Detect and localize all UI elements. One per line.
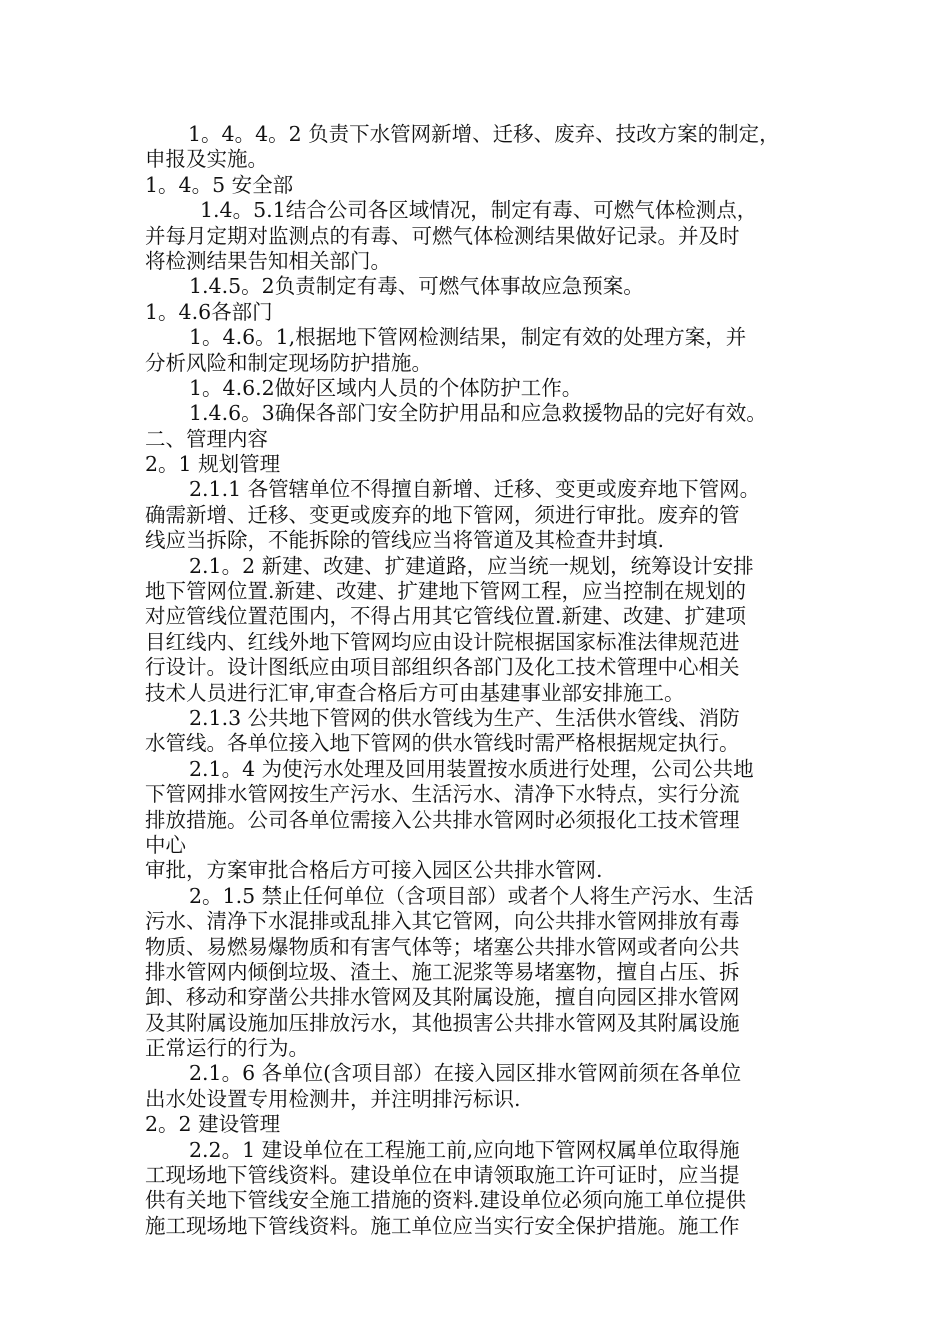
paragraph-line: 供有关地下管线安全施工措施的资料.建设单位必须向施工单位提供: [145, 1188, 747, 1213]
paragraph-line: 将检测结果告知相关部门。: [145, 248, 391, 273]
paragraph-line: 目红线内、红线外地下管网均应由设计院根据国家标准法律规范进: [145, 629, 740, 654]
paragraph-line: 2.1.3 公共地下管网的供水管线为生产、生活供水管线、消防: [189, 705, 740, 730]
paragraph-line: 正常运行的行为。: [145, 1036, 309, 1061]
paragraph-line: 1.4.6。3确保各部门安全防护用品和应急救援物品的完好有效。: [189, 401, 767, 426]
paragraph-line: 排放措施。公司各单位需接入公共排水管网时必须报化工技术管理: [145, 807, 740, 832]
paragraph-line: 1.4.5。2负责制定有毒、可燃气体事故应急预案。: [189, 274, 644, 299]
paragraph-line: 审批，方案审批合格后方可接入园区公共排水管网.: [145, 858, 603, 883]
paragraph-line: 物质、易燃易爆物质和有害气体等；堵塞公共排水管网或者向公共: [145, 934, 740, 959]
paragraph-line: 2.1。2 新建、改建、扩建道路，应当统一规划，统筹设计安排: [189, 553, 754, 578]
document-page: [145, 122, 815, 1239]
paragraph-line: 技术人员进行汇审,审查合格后方可由基建事业部安排施工。: [145, 680, 685, 705]
paragraph-line: 及其附属设施加压排放污水，其他损害公共排水管网及其附属设施: [145, 1010, 740, 1035]
section-heading: 1。4.6各部门: [145, 299, 273, 324]
paragraph-line: 卸、移动和穿凿公共排水管网及其附属设施，擅自向园区排水管网: [145, 985, 740, 1010]
paragraph-line: 2.2。1 建设单位在工程施工前,应向地下管网权属单位取得施: [189, 1137, 740, 1162]
paragraph-line: 线应当拆除，不能拆除的管线应当将管道及其检查井封填.: [145, 528, 665, 553]
section-heading: 2。1 规划管理: [145, 452, 281, 477]
paragraph-line: 水管线。各单位接入地下管网的供水管线时需严格根据规定执行。: [145, 731, 740, 756]
paragraph-line: 施工现场地下管线资料。施工单位应当实行安全保护措施。施工作: [145, 1213, 740, 1238]
section-heading: 2。2 建设管理: [145, 1112, 281, 1137]
paragraph-line: 污水、清净下水混排或乱排入其它管网，向公共排水管网排放有毒: [145, 909, 740, 934]
section-heading: 二、管理内容: [145, 426, 268, 451]
paragraph-line: 申报及实施。: [145, 147, 268, 172]
paragraph-line: 行设计。设计图纸应由项目部组织各部门及化工技术管理中心相关: [145, 655, 740, 680]
paragraph-line: 1.4。5.1结合公司各区域情况，制定有毒、可燃气体检测点，: [200, 198, 758, 223]
paragraph-line: 1。4.6。1,根据地下管网检测结果，制定有效的处理方案，并: [189, 325, 747, 350]
paragraph-line: 分析风险和制定现场防护措施。: [145, 350, 432, 375]
paragraph-line: 下管网排水管网按生产污水、生活污水、清净下水特点，实行分流: [145, 782, 740, 807]
paragraph-line: 1。4。4。2 负责下水管网新增、迁移、废弃、技改方案的制定，: [188, 122, 780, 146]
paragraph-line: 地下管网位置.新建、改建、扩建地下管网工程，应当控制在规划的: [145, 579, 747, 604]
paragraph-line: 2.1。6 各单位(含项目部）在接入园区排水管网前须在各单位: [189, 1061, 742, 1086]
paragraph-line: 工现场地下管线资料。建设单位在申请领取施工许可证时，应当提: [145, 1163, 740, 1188]
paragraph-line: 2。1.5 禁止任何单位（含项目部）或者个人将生产污水、生活: [189, 883, 754, 908]
paragraph-line: 并每月定期对监测点的有毒、可燃气体检测结果做好记录。并及时: [145, 223, 740, 248]
paragraph-line: 对应管线位置范围内，不得占用其它管线位置.新建、改建、扩建项: [145, 604, 747, 629]
paragraph-line: 2.1.1 各管辖单位不得擅自新增、迁移、变更或废弃地下管网。: [189, 477, 761, 502]
paragraph-line: 2.1。4 为使污水处理及回用装置按水质进行处理，公司公共地: [189, 756, 754, 781]
paragraph-line: 确需新增、迁移、变更或废弃的地下管网，须进行审批。废弃的管: [145, 502, 740, 527]
paragraph-line: 出水处设置专用检测井，并注明排污标识.: [145, 1086, 521, 1111]
paragraph-line: 排水管网内倾倒垃圾、渣土、施工泥浆等易堵塞物，擅自占压、拆: [145, 959, 740, 984]
paragraph-line: 1。4.6.2做好区域内人员的个体防护工作。: [189, 375, 583, 400]
paragraph-line: 中心: [145, 832, 186, 857]
section-heading: 1。4。5 安全部: [145, 172, 294, 197]
